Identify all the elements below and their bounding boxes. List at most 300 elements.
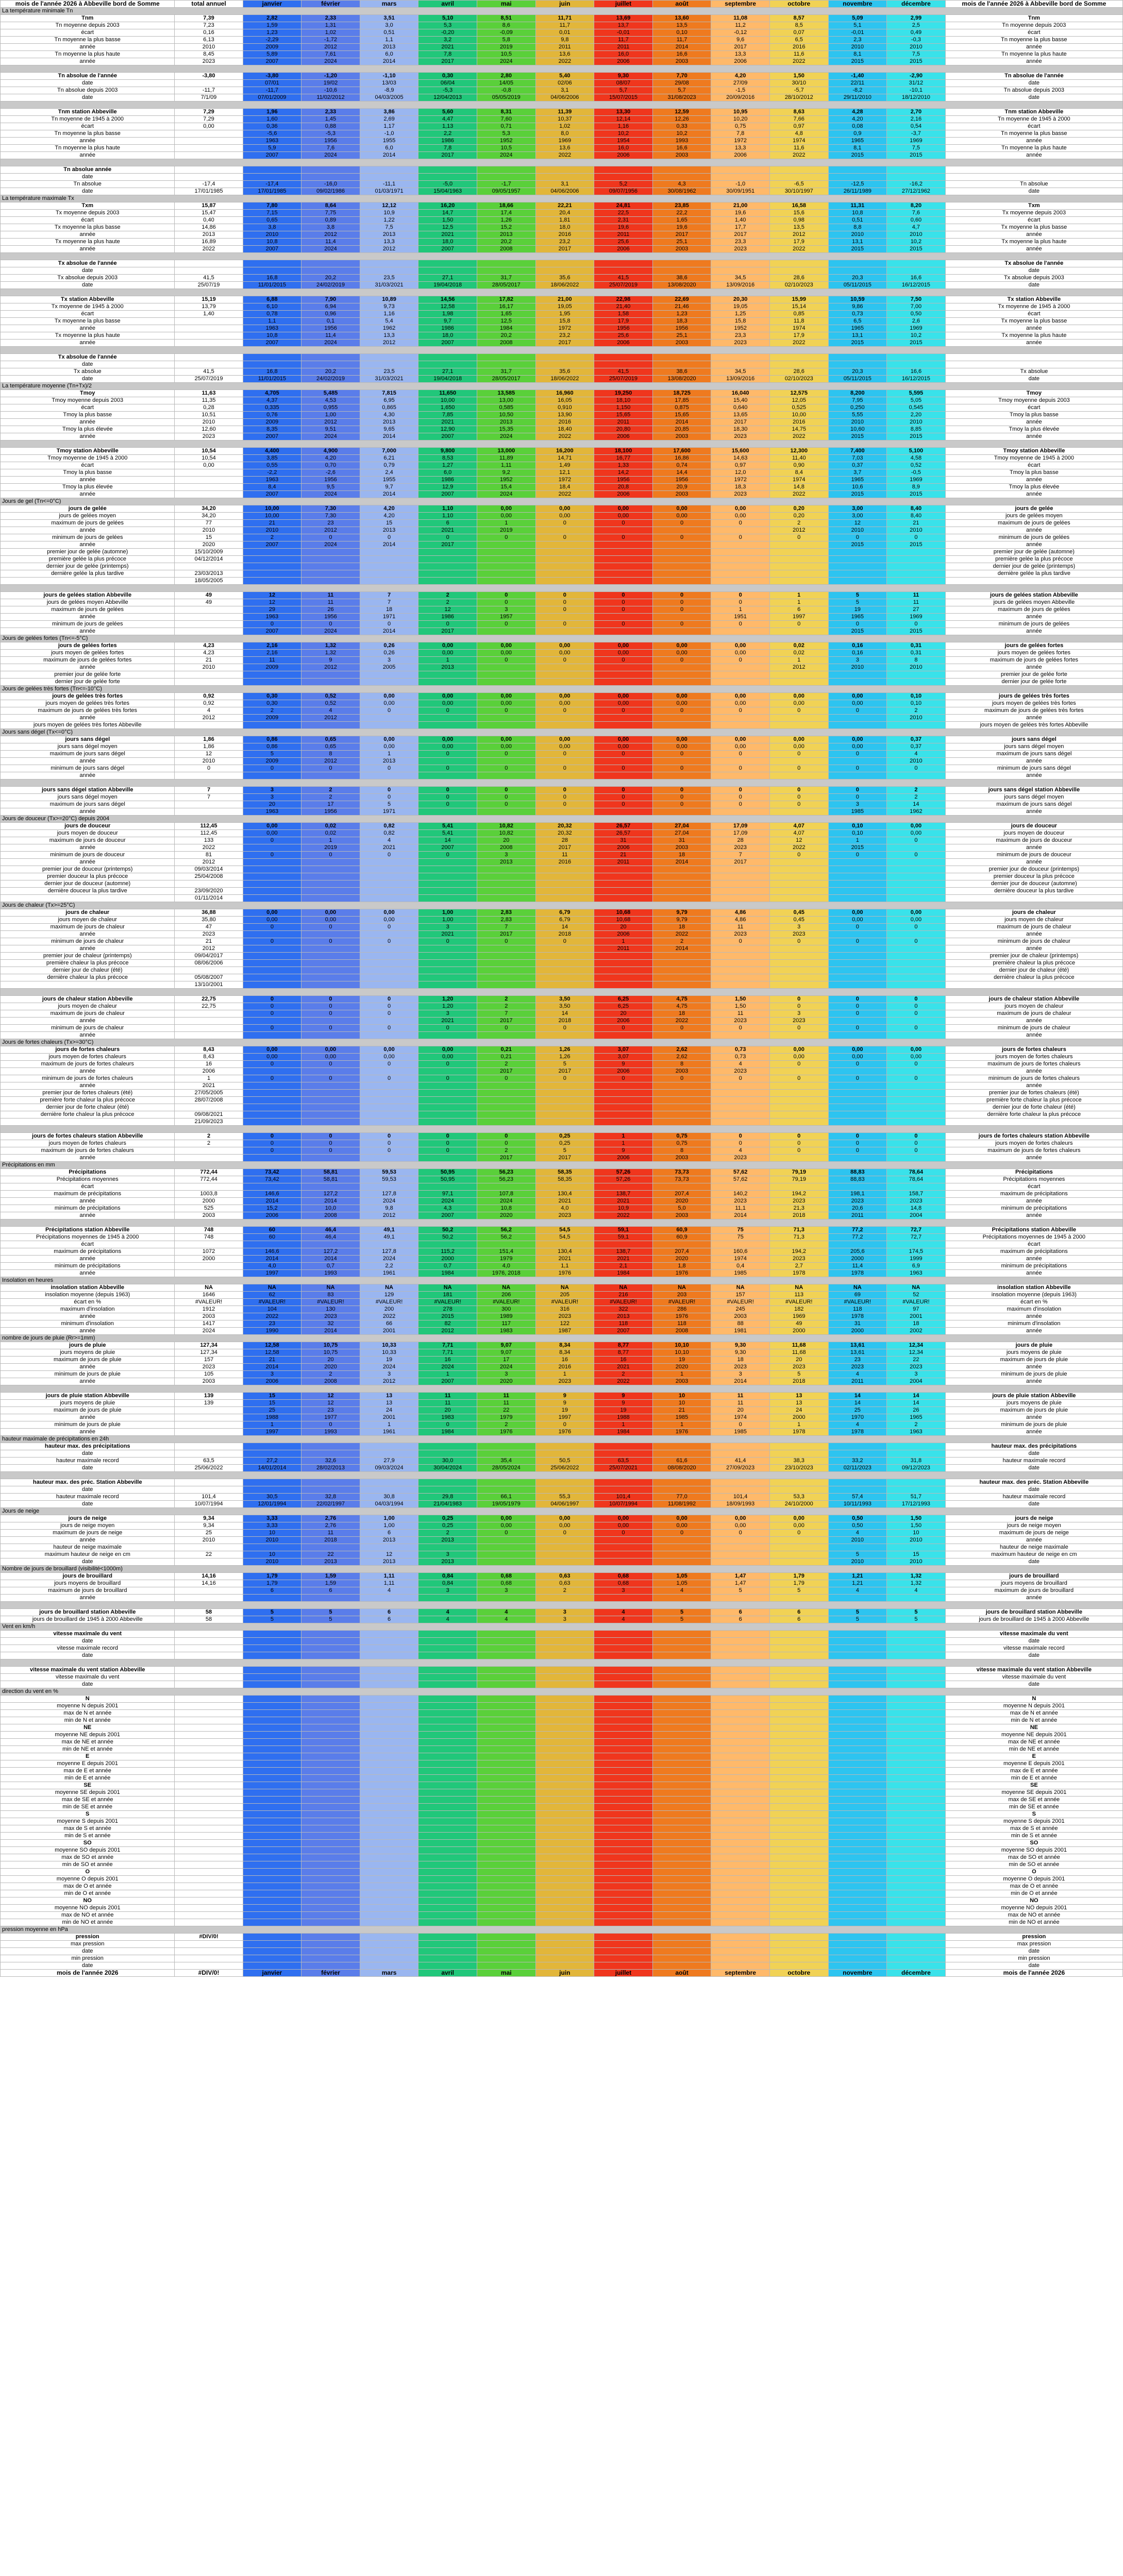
row-label-right: année bbox=[945, 44, 1122, 51]
month-cell bbox=[652, 361, 711, 368]
month-cell bbox=[418, 354, 477, 361]
total-cell: 0 bbox=[175, 765, 243, 772]
month-cell: 18 bbox=[652, 1010, 711, 1018]
month-cell: 1 bbox=[418, 1371, 477, 1378]
row-label-right: maximum de jours de neige bbox=[945, 1530, 1122, 1537]
month-cell: 13,30 bbox=[594, 109, 653, 116]
month-cell: 4 bbox=[594, 1609, 653, 1616]
month-cell: 1 bbox=[594, 938, 653, 945]
total-cell: #VALEUR! bbox=[175, 1299, 243, 1306]
month-cell: 2013 bbox=[360, 231, 418, 239]
footer-month-6: juillet bbox=[594, 1970, 653, 1977]
month-cell bbox=[769, 1667, 828, 1674]
month-cell: 0 bbox=[769, 621, 828, 628]
row-label-right: date bbox=[945, 1501, 1122, 1508]
row-label-right: année bbox=[945, 844, 1122, 852]
month-cell bbox=[360, 578, 418, 585]
month-cell bbox=[477, 1760, 535, 1768]
total-cell bbox=[175, 1631, 243, 1638]
month-cell: -6,5 bbox=[769, 181, 828, 188]
month-cell bbox=[477, 1919, 535, 1926]
month-cell bbox=[652, 1537, 711, 1544]
month-cell bbox=[535, 1934, 594, 1941]
month-cell: 0,01 bbox=[535, 29, 594, 37]
month-cell: 0 bbox=[887, 837, 946, 844]
month-cell bbox=[652, 1544, 711, 1551]
total-cell: 09/08/2021 bbox=[175, 1111, 243, 1118]
month-cell: 0 bbox=[477, 1025, 535, 1032]
month-cell: 5,4 bbox=[360, 318, 418, 325]
month-cell: 0 bbox=[360, 1003, 418, 1010]
month-cell: 05/11/2015 bbox=[828, 282, 887, 289]
month-cell bbox=[652, 1768, 711, 1775]
month-cell: 1956 bbox=[652, 325, 711, 332]
month-cell bbox=[828, 1912, 887, 1919]
month-cell: NA bbox=[711, 1284, 770, 1292]
month-cell: 205 bbox=[535, 1292, 594, 1299]
month-cell bbox=[243, 844, 301, 852]
month-cell: 14 bbox=[887, 1400, 946, 1407]
month-cell: 2014 bbox=[301, 1256, 360, 1263]
month-cell: 2012 bbox=[301, 231, 360, 239]
month-cell: 8,63 bbox=[769, 109, 828, 116]
month-cell bbox=[652, 1955, 711, 1962]
row-label-right: jours de neige bbox=[945, 1515, 1122, 1522]
month-cell: 11,6 bbox=[769, 51, 828, 58]
month-cell: -11,1 bbox=[360, 181, 418, 188]
row-label-right: min de E et année bbox=[945, 1775, 1122, 1782]
row-label-right bbox=[945, 895, 1122, 902]
month-cell: 0 bbox=[418, 801, 477, 808]
total-cell bbox=[175, 1840, 243, 1847]
total-cell: 14,86 bbox=[175, 224, 243, 231]
month-cell: 18/06/2022 bbox=[535, 282, 594, 289]
row-label: dernière chaleur la plus précoce bbox=[1, 974, 175, 981]
month-cell: 22/02/1997 bbox=[301, 1501, 360, 1508]
table-row bbox=[1, 376, 1123, 383]
month-cell bbox=[418, 1111, 477, 1118]
table-row bbox=[1, 1696, 1123, 1703]
month-cell: 13,90 bbox=[535, 412, 594, 419]
row-label-right: minimum d'insolation bbox=[945, 1320, 1122, 1328]
month-cell bbox=[652, 1962, 711, 1970]
total-cell: 2010 bbox=[175, 527, 243, 534]
month-cell bbox=[594, 1667, 653, 1674]
month-cell: -11,7 bbox=[243, 87, 301, 94]
month-cell: 182 bbox=[769, 1306, 828, 1313]
month-cell bbox=[243, 1068, 301, 1075]
row-label: date bbox=[1, 1681, 175, 1688]
month-cell: 1,02 bbox=[301, 29, 360, 37]
total-cell: 10/07/1994 bbox=[175, 1501, 243, 1508]
total-cell bbox=[175, 628, 243, 635]
month-cell: 31,7 bbox=[477, 368, 535, 376]
month-cell: 2019 bbox=[477, 527, 535, 534]
month-cell: 1978 bbox=[828, 1429, 887, 1436]
row-label: date bbox=[1, 1652, 175, 1659]
month-cell: 8,34 bbox=[535, 1349, 594, 1357]
total-cell: NA bbox=[175, 1284, 243, 1292]
month-cell bbox=[769, 1732, 828, 1739]
total-cell: 09/04/2017 bbox=[175, 953, 243, 960]
section-title-row bbox=[1, 1926, 1123, 1934]
row-label-right: maximum hauteur de neige en cm bbox=[945, 1551, 1122, 1558]
month-cell bbox=[887, 967, 946, 974]
month-cell: 13/09/2016 bbox=[711, 282, 770, 289]
row-label: max de N et année bbox=[1, 1710, 175, 1717]
month-cell bbox=[652, 960, 711, 967]
table-row bbox=[1, 1962, 1123, 1970]
month-cell: 10/07/1994 bbox=[594, 1501, 653, 1508]
total-cell: 4,23 bbox=[175, 650, 243, 657]
month-cell bbox=[360, 1710, 418, 1717]
month-cell: 0,00 bbox=[828, 693, 887, 700]
month-cell: 2011 bbox=[535, 44, 594, 51]
section-title-row bbox=[1, 989, 1123, 996]
row-label-right: dernier jour de gelée (printemps) bbox=[945, 563, 1122, 570]
month-cell bbox=[652, 1111, 711, 1118]
month-cell bbox=[535, 1732, 594, 1739]
month-cell bbox=[301, 1183, 360, 1191]
month-cell: 23 bbox=[828, 1357, 887, 1364]
month-cell: 16,86 bbox=[652, 455, 711, 462]
month-cell bbox=[301, 1861, 360, 1869]
month-cell bbox=[711, 556, 770, 563]
month-cell bbox=[535, 1760, 594, 1768]
month-cell: 1,79 bbox=[769, 1580, 828, 1587]
month-cell bbox=[887, 1934, 946, 1941]
footer-month-4: mai bbox=[477, 1970, 535, 1977]
row-label-right: Précipitations moyennes bbox=[945, 1176, 1122, 1183]
month-cell bbox=[652, 1118, 711, 1126]
month-cell bbox=[535, 808, 594, 816]
month-cell bbox=[769, 1941, 828, 1948]
month-cell: 11 bbox=[887, 599, 946, 606]
total-cell: 1,86 bbox=[175, 736, 243, 743]
month-cell: 17 bbox=[301, 801, 360, 808]
month-cell: 3 bbox=[887, 1371, 946, 1378]
month-cell: 0,00 bbox=[360, 917, 418, 924]
month-cell: 0 bbox=[477, 751, 535, 758]
row-label: année bbox=[1, 1212, 175, 1219]
month-cell: 2011 bbox=[594, 231, 653, 239]
month-cell bbox=[652, 1811, 711, 1818]
total-cell: 11,63 bbox=[175, 390, 243, 397]
month-cell bbox=[652, 953, 711, 960]
month-cell bbox=[769, 1797, 828, 1804]
month-cell: 2016 bbox=[535, 231, 594, 239]
month-cell: 5 bbox=[769, 1587, 828, 1595]
month-cell bbox=[594, 1724, 653, 1732]
month-cell: 207,4 bbox=[652, 1248, 711, 1256]
month-cell: 11,68 bbox=[769, 1342, 828, 1349]
month-cell: 2008 bbox=[477, 246, 535, 253]
month-cell: 2022 bbox=[769, 246, 828, 253]
total-cell: 25/04/2008 bbox=[175, 873, 243, 880]
month-cell bbox=[477, 1739, 535, 1746]
row-label: premier jour de chaleur (printemps) bbox=[1, 953, 175, 960]
month-cell bbox=[418, 1450, 477, 1458]
month-cell: 0,26 bbox=[360, 650, 418, 657]
month-cell: 0 bbox=[711, 1421, 770, 1429]
month-cell: 0,00 bbox=[711, 642, 770, 650]
month-cell: 3 bbox=[418, 1010, 477, 1018]
month-cell bbox=[360, 1638, 418, 1645]
month-cell: 2,2 bbox=[418, 130, 477, 138]
month-cell: 8,6 bbox=[477, 22, 535, 29]
month-cell: 6 bbox=[769, 606, 828, 614]
month-cell: 19,6 bbox=[652, 224, 711, 231]
month-cell bbox=[711, 1710, 770, 1717]
row-label: min pression bbox=[1, 1955, 175, 1962]
month-cell: 203 bbox=[652, 1292, 711, 1299]
month-cell: 14,75 bbox=[769, 426, 828, 433]
month-cell: 2003 bbox=[652, 1068, 711, 1075]
month-cell: 1961 bbox=[360, 1429, 418, 1436]
row-label: année bbox=[1, 1256, 175, 1263]
month-cell: 1983 bbox=[477, 1328, 535, 1335]
month-cell: 0 bbox=[828, 996, 887, 1003]
month-cell bbox=[243, 1479, 301, 1486]
section-title-row bbox=[1, 347, 1123, 354]
month-cell bbox=[711, 880, 770, 888]
month-cell bbox=[301, 549, 360, 556]
total-cell: 15/10/2009 bbox=[175, 549, 243, 556]
row-label: année bbox=[1, 1082, 175, 1090]
row-label-right: année bbox=[945, 325, 1122, 332]
total-cell bbox=[175, 1854, 243, 1861]
row-label-right: premier douceur la plus précoce bbox=[945, 873, 1122, 880]
month-cell: 1,60 bbox=[243, 116, 301, 123]
month-cell bbox=[418, 1652, 477, 1659]
month-cell bbox=[652, 1753, 711, 1760]
total-cell bbox=[175, 1544, 243, 1551]
month-cell: 16,6 bbox=[887, 275, 946, 282]
total-cell bbox=[175, 325, 243, 332]
section-title-row bbox=[1, 1219, 1123, 1227]
section-title bbox=[1, 1659, 1123, 1667]
month-cell bbox=[594, 1782, 653, 1789]
month-cell: 31/03/2021 bbox=[360, 376, 418, 383]
row-label-right: S bbox=[945, 1811, 1122, 1818]
table-row bbox=[1, 981, 1123, 989]
row-label-right: hauteur maximale record bbox=[945, 1494, 1122, 1501]
month-cell: 1957 bbox=[477, 614, 535, 621]
month-cell: 2019 bbox=[477, 44, 535, 51]
month-cell: 0 bbox=[652, 707, 711, 715]
month-cell: 20 bbox=[594, 1010, 653, 1018]
section-title: direction du vent en % bbox=[1, 1688, 1123, 1696]
row-label: jours moyen de gelées très fortes bbox=[1, 700, 175, 707]
month-cell: 11,4 bbox=[828, 1263, 887, 1270]
month-cell: 16 bbox=[418, 1357, 477, 1364]
month-cell bbox=[477, 1948, 535, 1955]
month-cell: 15,2 bbox=[477, 224, 535, 231]
total-cell bbox=[175, 1948, 243, 1955]
month-cell: 0 bbox=[301, 996, 360, 1003]
month-cell: 10,5 bbox=[477, 145, 535, 152]
row-label: min de N et année bbox=[1, 1717, 175, 1724]
month-cell bbox=[652, 1479, 711, 1486]
month-cell: 0 bbox=[711, 1530, 770, 1537]
month-cell bbox=[652, 1797, 711, 1804]
month-cell: 0 bbox=[652, 787, 711, 794]
month-cell: 0,00 bbox=[711, 1515, 770, 1522]
month-cell: 2006 bbox=[594, 433, 653, 440]
month-cell bbox=[243, 1919, 301, 1926]
month-cell: 9,7 bbox=[360, 484, 418, 491]
month-cell bbox=[711, 808, 770, 816]
month-cell: 9 bbox=[594, 1147, 653, 1155]
month-cell bbox=[711, 1739, 770, 1746]
month-cell: 0,76 bbox=[243, 412, 301, 419]
row-label-right: hauteur de neige maximale bbox=[945, 1544, 1122, 1551]
month-cell: 2015 bbox=[828, 433, 887, 440]
table-row bbox=[1, 1558, 1123, 1566]
month-cell: 4 bbox=[418, 1616, 477, 1623]
month-cell: 1 bbox=[594, 1421, 653, 1429]
month-cell: 130 bbox=[301, 1306, 360, 1313]
month-cell: 1,16 bbox=[360, 311, 418, 318]
total-cell bbox=[175, 152, 243, 159]
month-cell bbox=[594, 1811, 653, 1818]
row-label: min de SE et année bbox=[1, 1804, 175, 1811]
row-label-right: année bbox=[945, 1537, 1122, 1544]
month-cell: 22,21 bbox=[535, 202, 594, 210]
month-cell: 194,2 bbox=[769, 1191, 828, 1198]
row-label: Tn absolue de l'année bbox=[1, 73, 175, 80]
total-cell bbox=[175, 477, 243, 484]
month-cell bbox=[301, 895, 360, 902]
month-cell: 0 bbox=[828, 1010, 887, 1018]
month-cell bbox=[477, 1753, 535, 1760]
month-cell bbox=[769, 960, 828, 967]
table-row bbox=[1, 1530, 1123, 1537]
section-title: Nombre de jours de brouillard (visibilité<1000m) bbox=[1, 1566, 1123, 1573]
month-cell bbox=[594, 556, 653, 563]
month-cell: 10 bbox=[243, 1551, 301, 1558]
month-cell: 2008 bbox=[301, 1212, 360, 1219]
row-label-right: Tx absolue depuis 2003 bbox=[945, 275, 1122, 282]
month-cell bbox=[711, 1775, 770, 1782]
row-label-right: minimum de jours sans dégel bbox=[945, 765, 1122, 772]
month-cell: 49 bbox=[769, 1320, 828, 1328]
month-cell: 6 bbox=[301, 1587, 360, 1595]
row-label: première chaleur la plus précoce bbox=[1, 960, 175, 967]
row-label: dernière douceur la plus tardive bbox=[1, 888, 175, 895]
month-cell bbox=[769, 981, 828, 989]
month-cell bbox=[360, 1724, 418, 1732]
table-row bbox=[1, 715, 1123, 722]
row-label-right: Tn moyenne la plus basse bbox=[945, 130, 1122, 138]
month-cell bbox=[887, 888, 946, 895]
month-cell bbox=[711, 1104, 770, 1111]
row-label-right: année bbox=[945, 1429, 1122, 1436]
month-cell bbox=[828, 1797, 887, 1804]
month-cell bbox=[887, 1703, 946, 1710]
month-cell bbox=[243, 556, 301, 563]
month-cell bbox=[418, 174, 477, 181]
table-row bbox=[1, 844, 1123, 852]
month-cell: 6,79 bbox=[535, 917, 594, 924]
section-title-row bbox=[1, 686, 1123, 693]
month-cell: 23 bbox=[301, 1407, 360, 1414]
table-row bbox=[1, 1248, 1123, 1256]
month-cell bbox=[652, 1825, 711, 1833]
row-label-right: moyenne SE depuis 2001 bbox=[945, 1789, 1122, 1797]
month-cell: 2013 bbox=[360, 1537, 418, 1544]
month-cell: 0 bbox=[769, 996, 828, 1003]
total-cell: 2010 bbox=[175, 419, 243, 426]
month-cell bbox=[360, 772, 418, 779]
month-cell bbox=[769, 974, 828, 981]
header-month-11: décembre bbox=[887, 1, 946, 8]
month-cell bbox=[243, 1703, 301, 1710]
month-cell bbox=[418, 1905, 477, 1912]
month-cell: 8,5 bbox=[769, 22, 828, 29]
month-cell: 73,42 bbox=[243, 1176, 301, 1183]
month-cell bbox=[652, 166, 711, 174]
month-cell bbox=[828, 931, 887, 938]
month-cell: 0 bbox=[360, 787, 418, 794]
total-cell: 21/09/2023 bbox=[175, 1118, 243, 1126]
month-cell bbox=[711, 1789, 770, 1797]
month-cell: 30/10 bbox=[769, 80, 828, 87]
row-label: minimum de jours de pluie bbox=[1, 1371, 175, 1378]
table-row bbox=[1, 823, 1123, 830]
month-cell: 15/07/2015 bbox=[594, 94, 653, 101]
month-cell bbox=[301, 1753, 360, 1760]
month-cell: 0,00 bbox=[418, 700, 477, 707]
month-cell: 50,2 bbox=[418, 1227, 477, 1234]
month-cell: 8,4 bbox=[243, 484, 301, 491]
month-cell: 0 bbox=[711, 1140, 770, 1147]
month-cell bbox=[535, 361, 594, 368]
table-row bbox=[1, 1032, 1123, 1039]
month-cell: 4 bbox=[887, 751, 946, 758]
table-row bbox=[1, 801, 1123, 808]
month-cell: 15 bbox=[887, 1551, 946, 1558]
row-label-right: Tn moyenne depuis 2003 bbox=[945, 22, 1122, 29]
month-cell bbox=[711, 1811, 770, 1818]
month-cell: 2015 bbox=[887, 152, 946, 159]
month-cell bbox=[243, 578, 301, 585]
month-cell: 2 bbox=[477, 1421, 535, 1429]
row-label-right: maximum de précipitations bbox=[945, 1248, 1122, 1256]
month-cell bbox=[887, 772, 946, 779]
row-label: première gelée la plus précoce bbox=[1, 556, 175, 563]
row-label-right: max de SO et année bbox=[945, 1854, 1122, 1861]
table-row bbox=[1, 1111, 1123, 1118]
total-cell: 748 bbox=[175, 1227, 243, 1234]
month-cell bbox=[243, 679, 301, 686]
month-cell bbox=[769, 1558, 828, 1566]
month-cell: 2011 bbox=[828, 1378, 887, 1385]
month-cell: 0,00 bbox=[887, 823, 946, 830]
total-cell: 23/03/2013 bbox=[175, 570, 243, 578]
month-cell bbox=[594, 1732, 653, 1739]
month-cell: 0 bbox=[711, 657, 770, 664]
month-cell bbox=[477, 1804, 535, 1811]
month-cell bbox=[887, 549, 946, 556]
section-title: Vent en km/h bbox=[1, 1623, 1123, 1631]
month-cell: 15 bbox=[360, 520, 418, 527]
month-cell bbox=[301, 880, 360, 888]
month-cell bbox=[243, 1443, 301, 1450]
month-cell: 0 bbox=[301, 924, 360, 931]
month-cell: 1,79 bbox=[243, 1580, 301, 1587]
month-cell bbox=[594, 1890, 653, 1897]
